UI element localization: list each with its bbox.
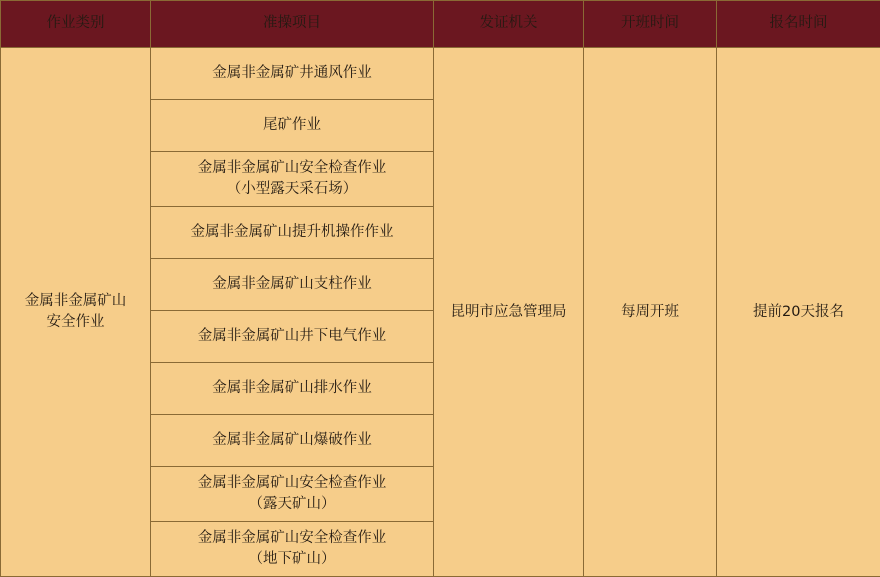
category-line-2: 安全作业 (47, 314, 105, 330)
column-header-start-time: 开班时间 (584, 1, 717, 48)
column-header-signup-time: 报名时间 (717, 1, 880, 48)
cell-item (151, 311, 434, 363)
item-line-1: 金属非金属矿山提升机操作作业 (191, 224, 394, 240)
cell-item (151, 415, 434, 467)
item-line-2: （露天矿山） (155, 494, 429, 515)
cell-start-time: 每周开班 (584, 48, 717, 577)
item-line-1: 金属非金属矿井通风作业 (212, 65, 372, 81)
cell-item (151, 207, 434, 259)
cell-item (151, 152, 434, 207)
item-line-1: 金属非金属矿山安全检查作业 (198, 530, 387, 546)
cell-category (1, 48, 151, 577)
item-line-1: 尾矿作业 (263, 117, 321, 133)
table-header (1, 1, 880, 48)
cell-item (151, 48, 434, 100)
item-line-1: 金属非金属矿山排水作业 (212, 380, 372, 396)
table-row (1, 48, 880, 100)
category-line-1: 金属非金属矿山 (25, 293, 127, 309)
column-header-authority: 发证机关 (434, 1, 584, 48)
item-line-1: 金属非金属矿山爆破作业 (212, 432, 372, 448)
cell-item (151, 467, 434, 522)
item-line-1: 金属非金属矿山安全检查作业 (198, 475, 387, 491)
item-line-2: （小型露天采石场） (155, 179, 429, 200)
item-line-1: 金属非金属矿山支柱作业 (212, 276, 372, 292)
cell-item (151, 522, 434, 577)
cell-item (151, 259, 434, 311)
column-header-category: 作业类别 (1, 1, 151, 48)
cell-issuing-authority: 昆明市应急管理局 (434, 48, 584, 577)
cell-item (151, 363, 434, 415)
table-header-row (1, 1, 880, 48)
item-line-2: （地下矿山） (155, 549, 429, 570)
item-line-1: 金属非金属矿山井下电气作业 (198, 328, 387, 344)
cell-signup-time: 提前20天报名 (717, 48, 880, 577)
cell-item (151, 100, 434, 152)
item-line-1: 金属非金属矿山安全检查作业 (198, 160, 387, 176)
table-body (1, 48, 880, 577)
column-header-item: 准操项目 (151, 1, 434, 48)
